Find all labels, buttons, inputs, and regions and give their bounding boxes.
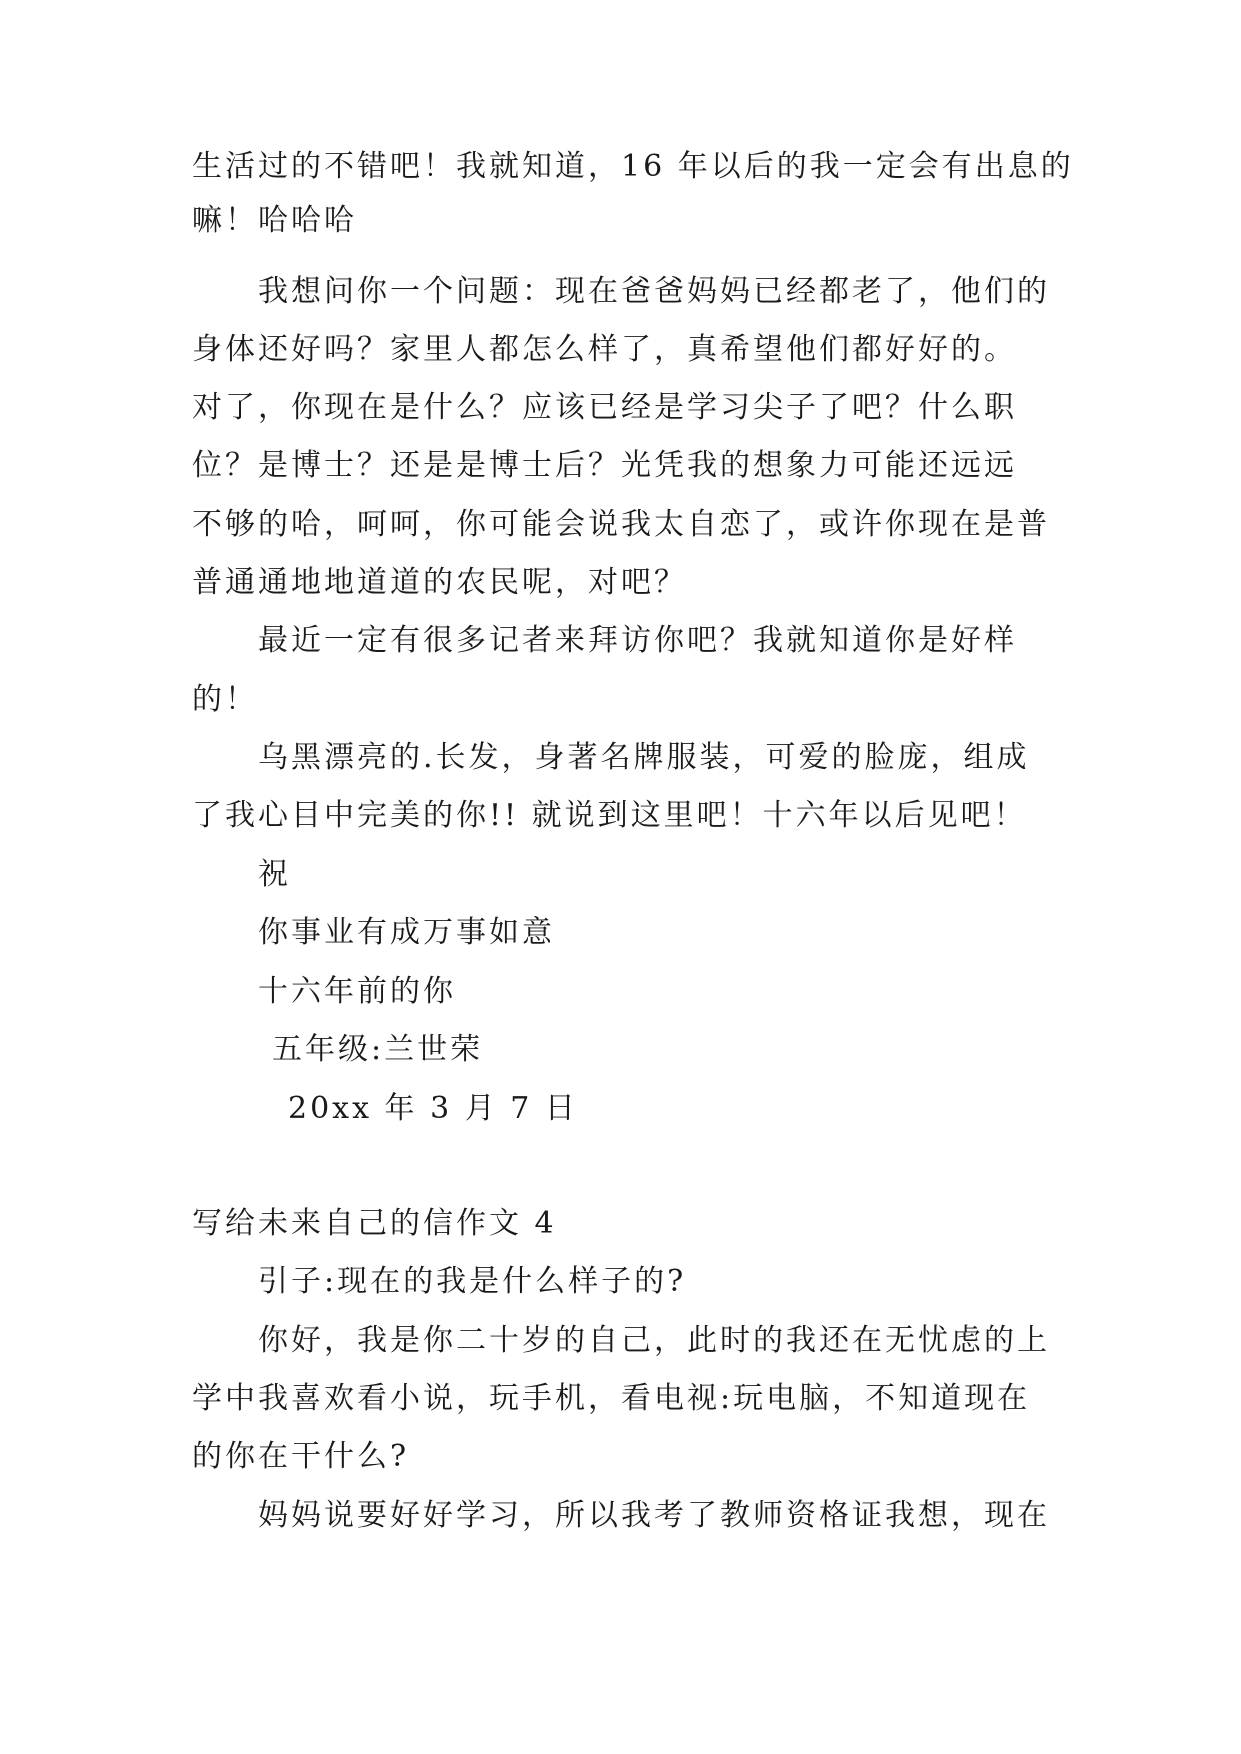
paragraph-line: 学中我喜欢看小说，玩手机，看电视:玩电脑，不知道现在 bbox=[192, 1381, 1031, 1416]
signature-line: 五年级:兰世荣 bbox=[272, 1032, 484, 1067]
paragraph-line: 我想问你一个问题：现在爸爸妈妈已经都老了，他们的 bbox=[258, 274, 1050, 309]
paragraph-line: 引子:现在的我是什么样子的? bbox=[258, 1264, 687, 1299]
paragraph-line: 不够的哈，呵呵，你可能会说我太自恋了，或许你现在是普 bbox=[192, 507, 1050, 542]
paragraph-line: 妈妈说要好好学习，所以我考了教师资格证我想，现在 bbox=[258, 1498, 1050, 1533]
paragraph-line: 的！ bbox=[192, 682, 258, 717]
section-title: 写给未来自己的信作文 4 bbox=[192, 1206, 557, 1241]
paragraph-line: 了我心目中完美的你!! 就说到这里吧！十六年以后见吧！ bbox=[192, 798, 1027, 833]
closing-line: 祝 bbox=[258, 857, 291, 892]
signature-line: 十六年前的你 bbox=[258, 974, 456, 1009]
date-line: 20xx 年 3 月 7 日 bbox=[288, 1091, 578, 1126]
paragraph-line: 嘛！哈哈哈 bbox=[192, 203, 357, 238]
paragraph-line: 对了，你现在是什么？应该已经是学习尖子了吧？什么职 bbox=[192, 390, 1017, 425]
paragraph-line: 普通通地地道道的农民呢，对吧？ bbox=[192, 565, 687, 600]
paragraph-line: 生活过的不错吧！我就知道，16 年以后的我一定会有出息的 bbox=[192, 149, 1074, 184]
paragraph-line: 的你在干什么? bbox=[192, 1439, 410, 1474]
paragraph-line: 最近一定有很多记者来拜访你吧？我就知道你是好样 bbox=[258, 623, 1017, 658]
paragraph-line: 乌黑漂亮的.长发，身著名牌服装，可爱的脸庞，组成 bbox=[258, 740, 1030, 775]
closing-line: 你事业有成万事如意 bbox=[258, 915, 555, 950]
paragraph-line: 位？是博士？还是是博士后？光凭我的想象力可能还远远 bbox=[192, 448, 1017, 483]
paragraph-line: 身体还好吗？家里人都怎么样了，真希望他们都好好的。 bbox=[192, 332, 1017, 367]
paragraph-line: 你好，我是你二十岁的自己，此时的我还在无忧虑的上 bbox=[258, 1323, 1050, 1358]
